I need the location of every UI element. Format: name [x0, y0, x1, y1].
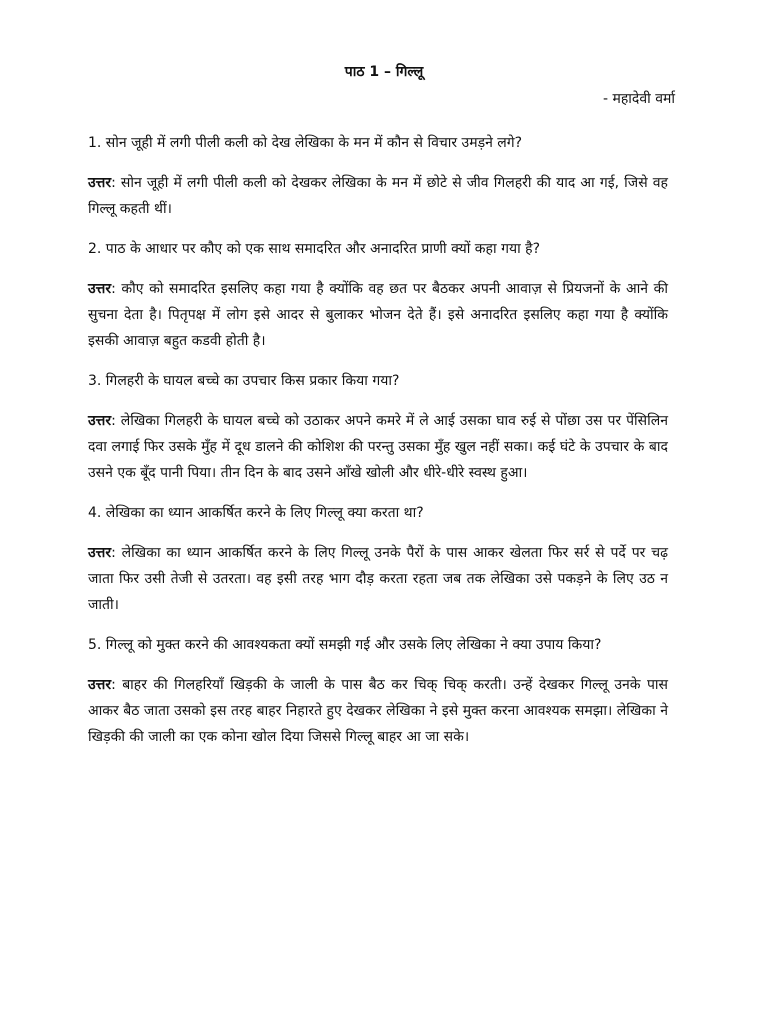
- answer-text: : सोन जूही में लगी पीली कली को देखकर लेखिका के मन में छोटे से जीव गिलहरी की याद आ गई, जिसे वह गिल्लू कहती थीं।: [88, 175, 668, 217]
- answer-label: उत्तर: [88, 677, 112, 693]
- answer-paragraph: [88, 672, 668, 750]
- answer-text: : लेखिका का ध्यान आकर्षित करने के लिए गिल्लू उनके पैरों के पास आकर खेलता फिर सर्र से पर्दे पर चढ़ जाता फिर उसी तेजी से उतरता। वह इसी तरह भाग दौड़ करता रहता जब तक लेखिका उसे पकड़ने के लिए उठ न जाती।: [88, 545, 668, 613]
- answer-text: : लेखिका गिलहरी के घायल बच्चे को उठाकर अपने कमरे में ले आई उसका घाव रुई से पोंछा उस पर पेंसिलिन दवा लगाई फिर उसके मुँह में दूध डालने की कोशिश की परन्तु उसका मुँह खुल नहीं सका। कई घंटे के उपचार के बाद उसने एक बूँद पानी पिया। तीन दिन के बाद उसने आँखे खोली और धीरे-धीरे स्वस्थ हुआ।: [88, 413, 668, 481]
- answer-label: उत्तर: [88, 175, 112, 191]
- qa-item-5: [88, 632, 668, 750]
- question-text: 4. लेखिका का ध्यान आकर्षित करने के लिए गिल्लू क्या करता था?: [88, 505, 424, 521]
- question-text: 2. पाठ के आधार पर कौए को एक साथ समादरित और अनादरित प्राणी क्यों कहा गया है?: [88, 241, 541, 257]
- answer-label: उत्तर: [88, 545, 112, 561]
- author-name: - महादेवी वर्मा: [602, 91, 675, 107]
- qa-item-1: [88, 130, 668, 222]
- answer-paragraph: [88, 408, 668, 486]
- qa-item-3: [88, 368, 668, 486]
- answer-text: : कौए को समादरित इसलिए कहा गया है क्योंकि वह छत पर बैठकर अपनी आवाज़ से प्रियजनों के आने की सुचना देता है। पितृपक्ष में लोग इसे आदर से बुलाकर भोजन देते हैं। इसे अनादरित इसलिए कहा गया है क्योंकि इसकी आवाज़ बहुत कडवी होती है।: [88, 281, 668, 349]
- answer-paragraph: [88, 276, 668, 354]
- answer-paragraph: [88, 540, 668, 618]
- question-text: 1. सोन जूही में लगी पीली कली को देख लेखिका के मन में कौन से विचार उमड़ने लगे?: [88, 135, 523, 151]
- question-text: 3. गिलहरी के घायल बच्चे का उपचार किस प्रकार किया गया?: [88, 373, 400, 389]
- qa-list: [88, 130, 668, 764]
- lesson-title: पाठ 1 – गिल्लू: [344, 64, 424, 80]
- qa-item-2: [88, 236, 668, 354]
- answer-text: : बाहर की गिलहरियाँ खिड़की के जाली के पास बैठ कर चिक् चिक् करती। उन्हें देखकर गिल्लू उनके पास आकर बैठ जाता उसको इस तरह बाहर निहारते हुए देखकर लेखिका ने इसे मुक्त करना आवश्यक समझा। लेखिका ने खिड़की की जाली का एक कोना खोल दिया जिससे गिल्लू बाहर आ जा सके।: [88, 677, 668, 745]
- answer-label: उत्तर: [88, 281, 112, 297]
- answer-label: उत्तर: [88, 413, 112, 429]
- qa-item-4: [88, 500, 668, 618]
- answer-paragraph: [88, 170, 668, 222]
- question-text: 5. गिल्लू को मुक्त करने की आवश्यकता क्यों समझी गई और उसके लिए लेखिका ने क्या उपाय किया?: [88, 637, 602, 653]
